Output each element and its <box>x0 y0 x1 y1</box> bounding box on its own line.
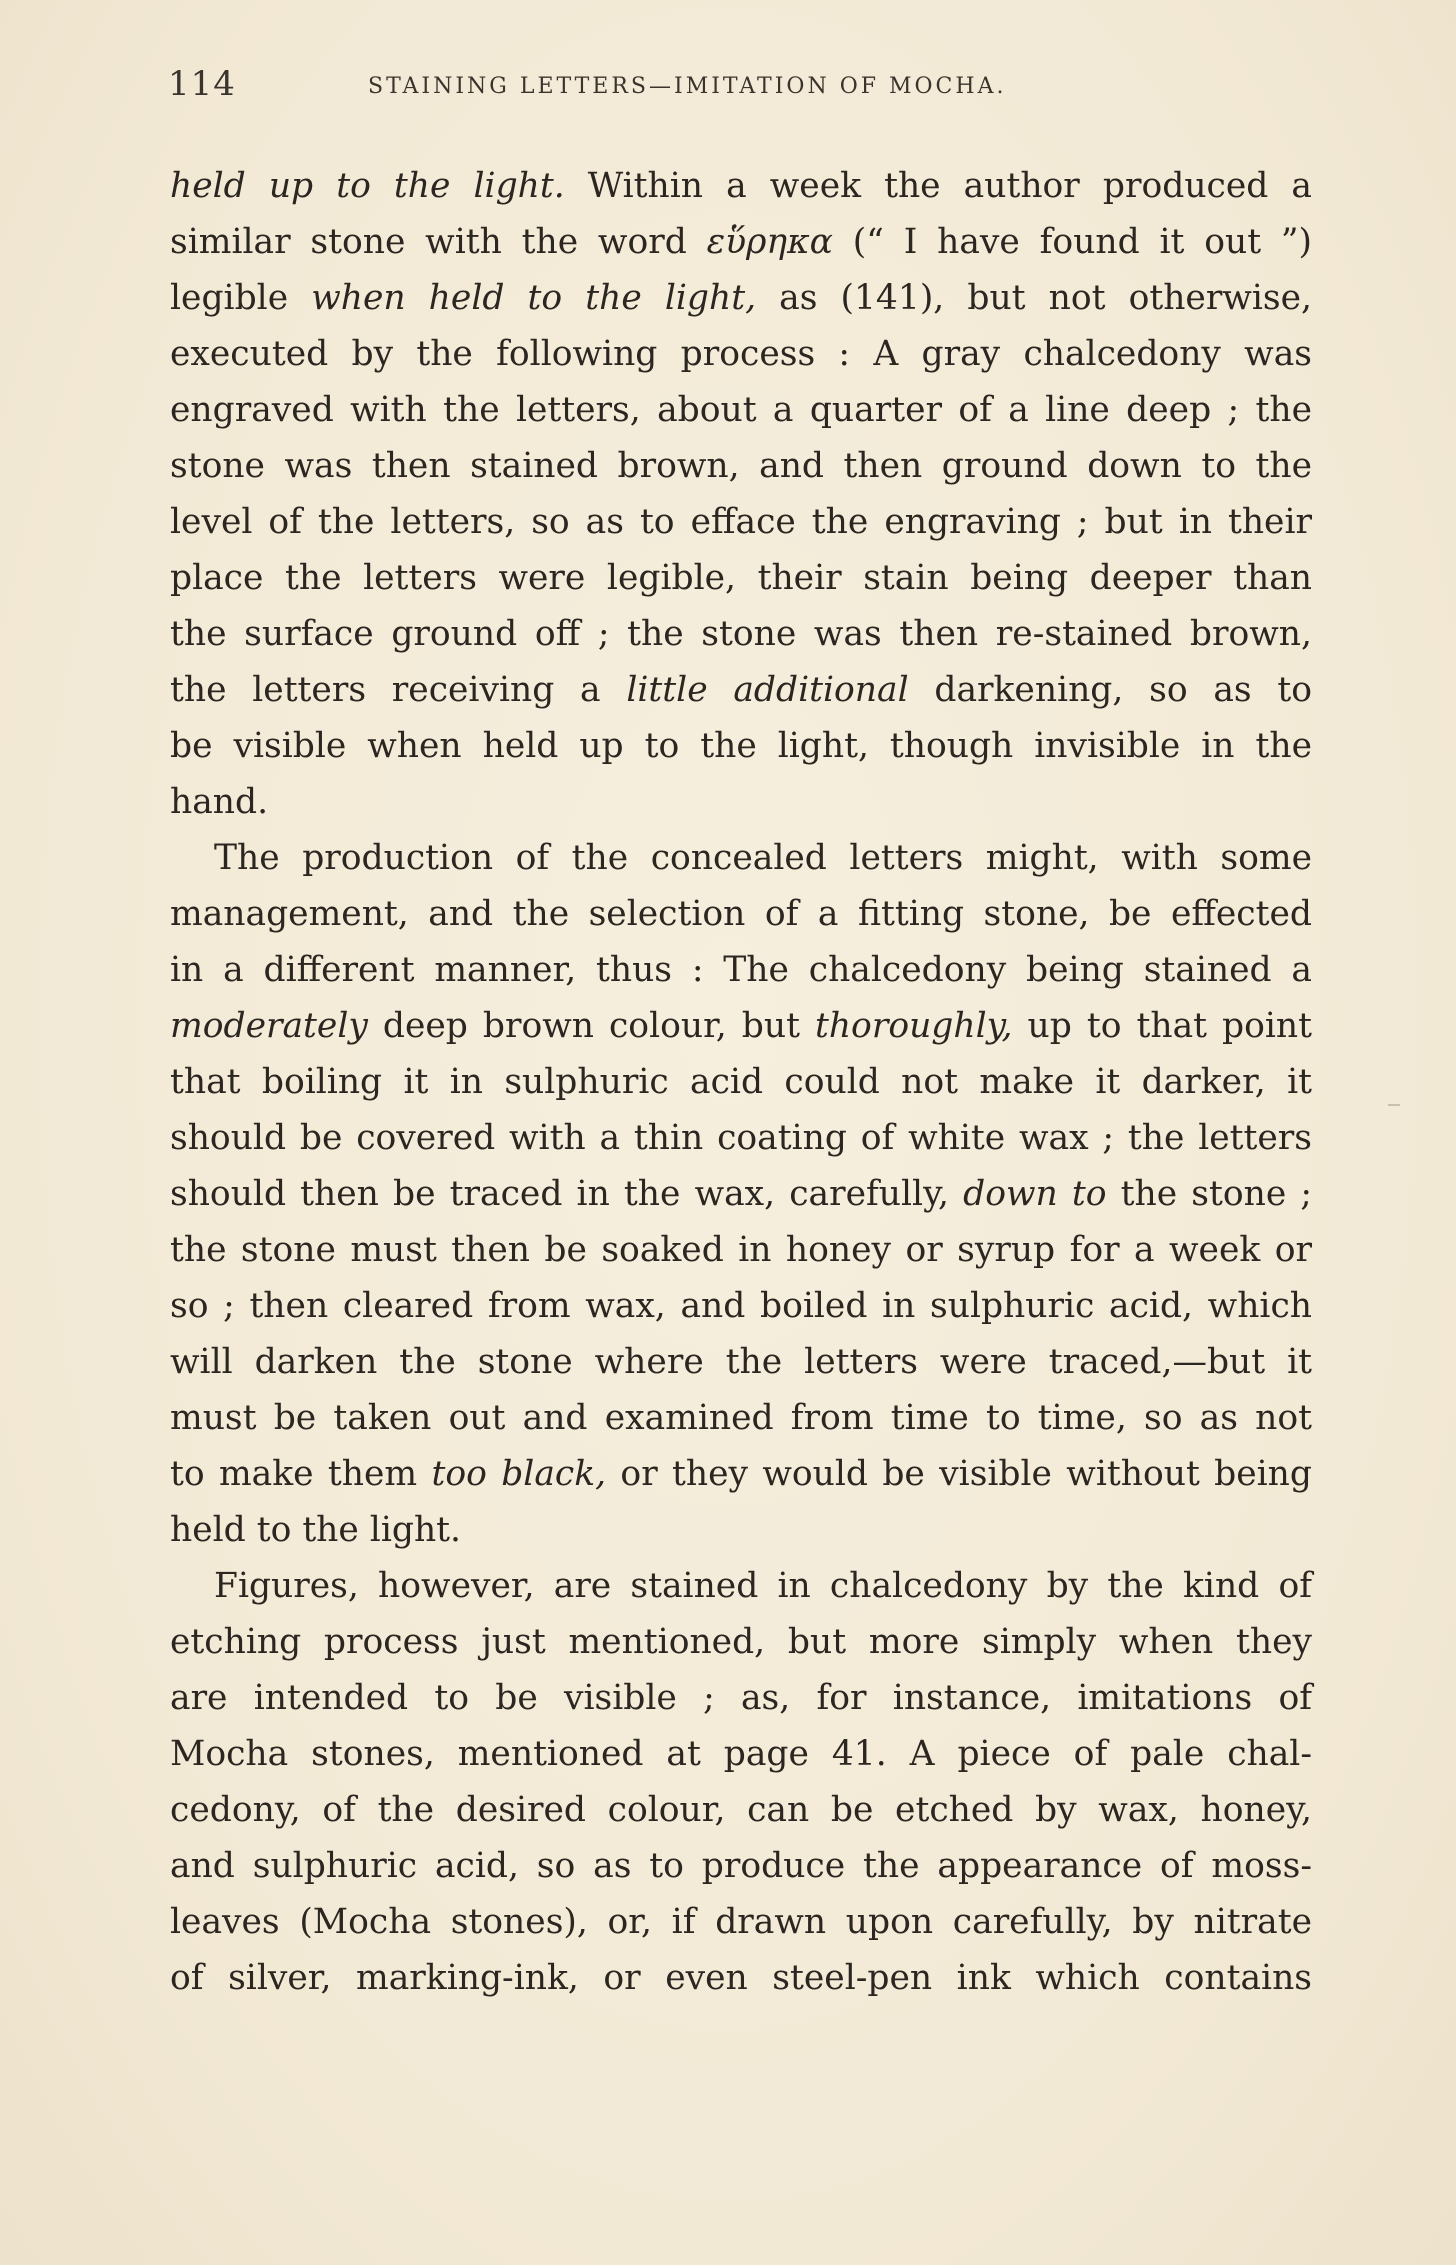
text-line <box>170 718 1312 774</box>
italic-text: moderately <box>170 1006 368 1046</box>
text-line <box>170 270 1312 326</box>
text-line <box>170 998 1312 1054</box>
text-line <box>170 438 1312 494</box>
text-segment: in a different manner, thus : The chalcedony being stained a <box>170 950 1312 990</box>
text-line <box>170 158 1312 214</box>
text-line <box>170 1558 1312 1614</box>
text-line <box>170 774 1312 830</box>
text-segment: legible <box>170 278 312 318</box>
text-segment: leaves (Mocha stones), or, if drawn upon carefully, by nitrate <box>170 1902 1312 1942</box>
text-segment: must be taken out and examined from time to time, so as not <box>170 1398 1312 1438</box>
text-segment: engraved with the letters, about a quarter of a line deep ; the <box>170 390 1312 430</box>
text-line <box>170 326 1312 382</box>
text-line <box>170 1278 1312 1334</box>
text-segment: up to that point <box>1012 1006 1312 1046</box>
text-segment: executed by the following process : A gray chalcedony was <box>170 334 1312 374</box>
italic-text: held up to the light. <box>170 166 565 206</box>
text-segment: Mocha stones, mentioned at page 41. A piece of pale chal- <box>170 1734 1312 1774</box>
text-segment: cedony, of the desired colour, can be etched by wax, honey, <box>170 1790 1312 1830</box>
italic-text: little additional <box>626 670 909 710</box>
text-line <box>170 1950 1312 2006</box>
text-line <box>170 1782 1312 1838</box>
text-line <box>170 1110 1312 1166</box>
text-segment: the stone ; <box>1106 1174 1313 1214</box>
text-segment: or they would be visible without being <box>606 1454 1312 1494</box>
text-line <box>170 1726 1312 1782</box>
text-segment: place the letters were legible, their stain being deeper than <box>170 558 1312 598</box>
text-segment: should then be traced in the wax, carefully, <box>170 1174 964 1214</box>
text-segment: of silver, marking-ink, or even steel-pen ink which contains <box>170 1958 1312 1998</box>
margin-mark <box>1388 1104 1400 1106</box>
text-segment: should be covered with a thin coating of white wax ; the letters <box>170 1118 1312 1158</box>
italic-text: thoroughly, <box>814 1006 1013 1046</box>
text-segment: the surface ground off ; the stone was then re-stained brown, <box>170 614 1312 654</box>
italic-text: when held to the light, <box>311 278 757 318</box>
text-line <box>170 494 1312 550</box>
text-line <box>170 1502 1312 1558</box>
running-head: STAINING LETTERS—IMITATION OF MOCHA. <box>368 74 1007 99</box>
text-segment: Within a week the author produced a <box>564 166 1313 206</box>
text-line <box>170 1838 1312 1894</box>
text-segment: stone was then stained brown, and then ground down to the <box>170 446 1312 486</box>
page-number: 114 <box>168 64 236 104</box>
text-line <box>170 662 1312 718</box>
text-segment: be visible when held up to the light, though invisible in the <box>170 726 1312 766</box>
text-segment: (“ I have found it out ”) <box>833 222 1312 262</box>
text-line <box>170 1670 1312 1726</box>
text-segment: darkening, so as to <box>908 670 1312 710</box>
text-segment: hand. <box>170 782 269 822</box>
text-segment: The production of the concealed letters might, with some <box>214 838 1312 878</box>
text-segment: Figures, however, are stained in chalcedony by the kind of <box>214 1566 1312 1606</box>
text-line <box>170 1222 1312 1278</box>
text-segment: are intended to be visible ; as, for instance, imitations of <box>170 1678 1312 1718</box>
italic-text: too black, <box>431 1454 607 1494</box>
text-segment: as (141), but not otherwise, <box>756 278 1312 318</box>
text-line <box>170 382 1312 438</box>
text-segment: to make them <box>170 1454 432 1494</box>
text-segment: so ; then cleared from wax, and boiled in sulphuric acid, which <box>170 1286 1312 1326</box>
text-segment: will darken the stone where the letters were traced,—but it <box>170 1342 1312 1382</box>
text-line <box>170 886 1312 942</box>
italic-text: down to <box>963 1174 1107 1214</box>
text-segment: management, and the selection of a fitting stone, be effected <box>170 894 1312 934</box>
text-line <box>170 550 1312 606</box>
text-segment: and sulphuric acid, so as to produce the appearance of moss- <box>170 1846 1312 1886</box>
text-line <box>170 1334 1312 1390</box>
text-line <box>170 942 1312 998</box>
text-segment: held to the light. <box>170 1510 461 1550</box>
text-line <box>170 1446 1312 1502</box>
text-segment: that boiling it in sulphuric acid could not make it darker, it <box>170 1062 1312 1102</box>
text-line <box>170 1894 1312 1950</box>
text-line <box>170 1054 1312 1110</box>
text-line <box>170 1614 1312 1670</box>
body-text <box>170 158 1312 2006</box>
text-segment: etching process just mentioned, but more simply when they <box>170 1622 1312 1662</box>
text-line <box>170 1166 1312 1222</box>
page-header <box>168 64 1312 124</box>
text-segment: similar stone with the word <box>170 222 707 262</box>
text-line <box>170 1390 1312 1446</box>
text-line <box>170 606 1312 662</box>
text-segment: deep brown colour, but <box>367 1006 815 1046</box>
text-line <box>170 214 1312 270</box>
text-segment: the stone must then be soaked in honey or syrup for a week or <box>170 1230 1312 1270</box>
text-line <box>170 830 1312 886</box>
italic-text: εὕρηκα <box>706 222 833 262</box>
text-segment: the letters receiving a <box>170 670 627 710</box>
text-segment: level of the letters, so as to efface the engraving ; but in their <box>170 502 1312 542</box>
